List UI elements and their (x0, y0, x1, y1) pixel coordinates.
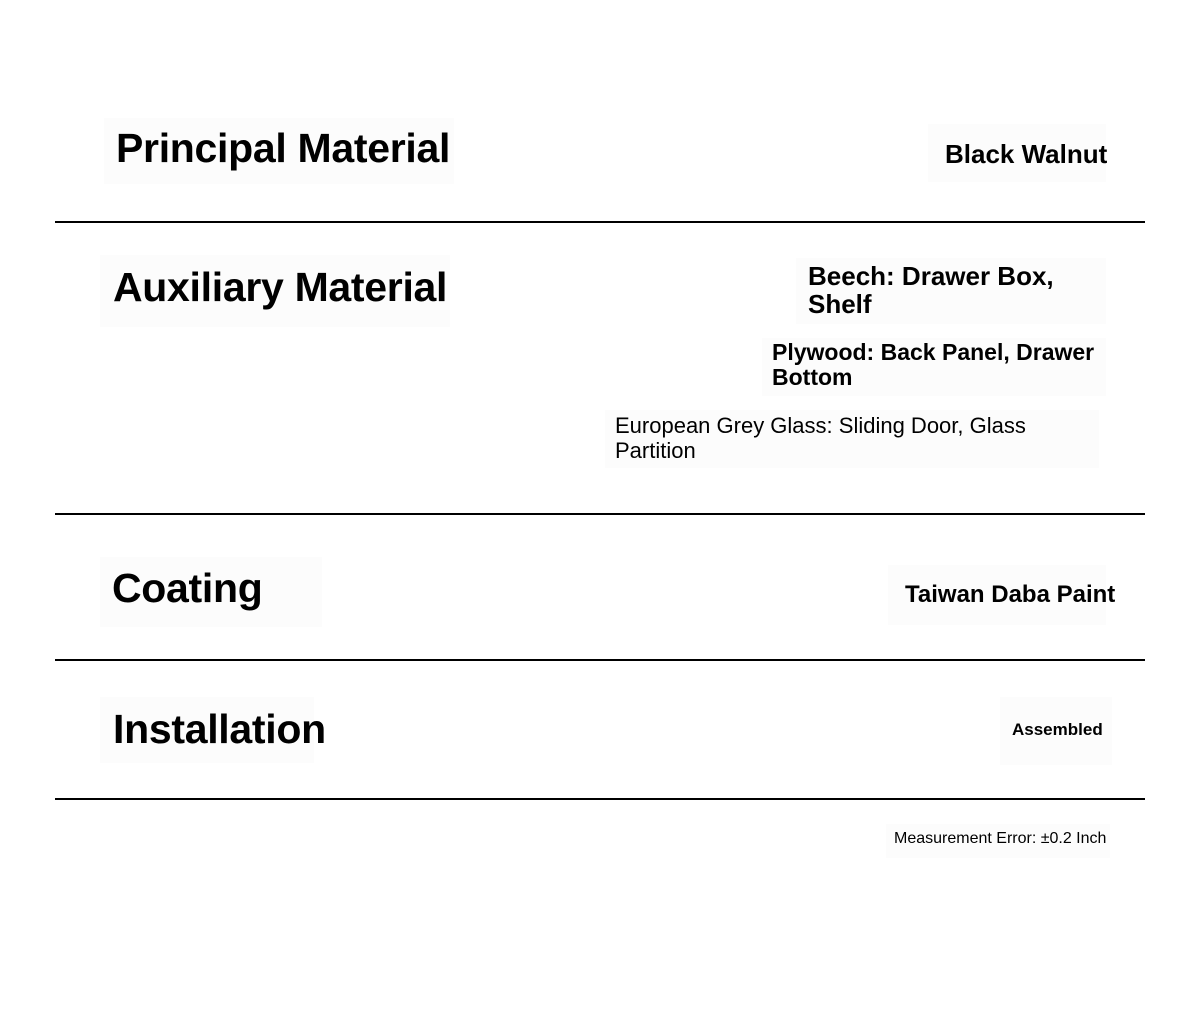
coating-heading: Coating (112, 565, 263, 611)
installation-heading: Installation (113, 706, 326, 752)
auxiliary-material-heading: Auxiliary Material (113, 264, 448, 310)
auxiliary-item-beech: Beech: Drawer Box, Shelf (808, 261, 1054, 319)
principal-material-value: Black Walnut (945, 139, 1108, 169)
coating-value: Taiwan Daba Paint (905, 581, 1116, 608)
auxiliary-item-plywood: Plywood: Back Panel, Drawer Bottom (772, 339, 1095, 390)
divider-2 (55, 513, 1145, 515)
installation-value: Assembled (1012, 720, 1103, 739)
auxiliary-item-glass: European Grey Glass: Sliding Door, Glass Partition (615, 413, 1026, 463)
divider-1 (55, 221, 1145, 223)
divider-3 (55, 659, 1145, 661)
divider-4 (55, 798, 1145, 800)
measurement-error-note: Measurement Error: ±0.2 Inch (894, 830, 1107, 847)
principal-material-heading: Principal Material (116, 125, 451, 171)
